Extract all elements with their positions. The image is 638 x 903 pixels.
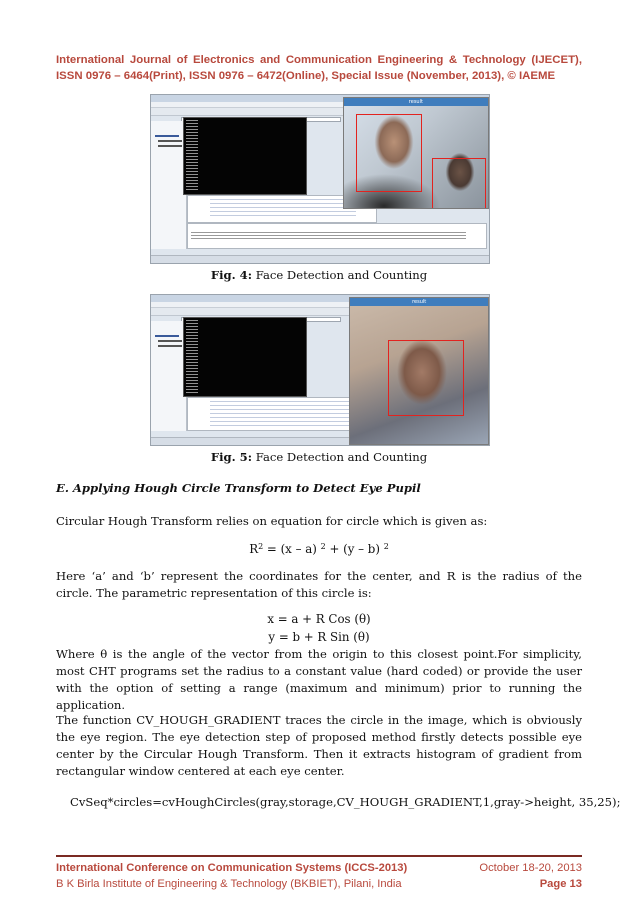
build-log — [187, 223, 487, 249]
figure-5-label: Fig. 5: — [210, 450, 253, 464]
project-tree — [151, 121, 187, 249]
footer-rule — [56, 855, 582, 857]
footer-page: Page 13 — [539, 878, 582, 890]
footer-dates: October 18-20, 2013 — [479, 862, 582, 874]
section-heading: E. Applying Hough Circle Transform to Detect Eye Pupil — [56, 481, 421, 495]
figure-5-screenshot — [150, 294, 490, 446]
result-window-title: result — [412, 299, 427, 305]
circle-equation — [0, 539, 638, 557]
face-box-2 — [432, 158, 486, 209]
code-line: CvSeq*circles=cvHoughCircles(gray,storage,CV_HOUGH_GRADIENT,1,gray->height, 35,25); — [70, 795, 621, 809]
paragraph-2: Here ‘a’ and ‘b’ represent the coordinates for the center, and R is the radius of the circle. The parametric representation of this circle is: — [56, 569, 582, 600]
parametric-y: y = b + R Sin (θ) — [268, 630, 370, 644]
figure-4-screenshot — [150, 94, 490, 264]
eq-sup-1: 2 — [258, 542, 264, 551]
paragraph-1: Circular Hough Transform relies on equation for circle which is given as: — [56, 514, 488, 528]
eq-r: R — [249, 542, 259, 556]
project-tree — [151, 321, 187, 431]
figure-4-label: Fig. 4: — [210, 268, 253, 282]
paragraph-3: Where θ is the angle of the vector from the origin to this closest point.For simplicity, most CHT programs set the radius to a constant value (hard coded) or provide the user with the option of setting a range (maximum and minimum) prior to running the application. — [56, 647, 582, 712]
console-window — [183, 117, 307, 195]
paragraph-4: The function CV_HOUGH_GRADIENT traces the circle in the image, which is obviously the eye region. The eye detection step of proposed method firstly detects possible eye center by the Circular Hough Transform. Then it extracts histogram of gradient from rectangular window centered at each eye center. — [56, 713, 582, 778]
ide-statusbar — [151, 255, 489, 263]
result-window — [343, 97, 489, 209]
figure-5-caption-text: Face Detection and Counting — [255, 450, 428, 464]
eq-sup-3: 2 — [383, 542, 389, 551]
eq-part-1: = (x – a) — [263, 542, 321, 556]
face-box-1 — [356, 114, 422, 192]
journal-header-line2: ISSN 0976 – 6464(Print), ISSN 0976 – 6472(Online), Special Issue (November, 2013), © IAEME — [56, 70, 556, 82]
eq-sup-2: 2 — [320, 542, 326, 551]
journal-header-line1: International Journal of Electronics and Communication Engineering & Technology (IJECET), — [56, 54, 582, 66]
figure-4-caption — [0, 268, 638, 282]
eq-part-2: + (y – b) — [325, 542, 384, 556]
footer-institute: B K Birla Institute of Engineering & Technology (BKBIET), Pilani, India — [56, 878, 402, 890]
result-window — [349, 297, 489, 445]
figure-5-caption — [0, 450, 638, 464]
face-box-1 — [388, 340, 464, 416]
console-window — [183, 317, 307, 397]
parametric-x: x = a + R Cos (θ) — [267, 612, 371, 626]
footer-conference: International Conference on Communication Systems (ICCS-2013) — [56, 862, 408, 874]
result-window-title: result — [408, 99, 423, 105]
figure-4-caption-text: Face Detection and Counting — [255, 268, 428, 282]
